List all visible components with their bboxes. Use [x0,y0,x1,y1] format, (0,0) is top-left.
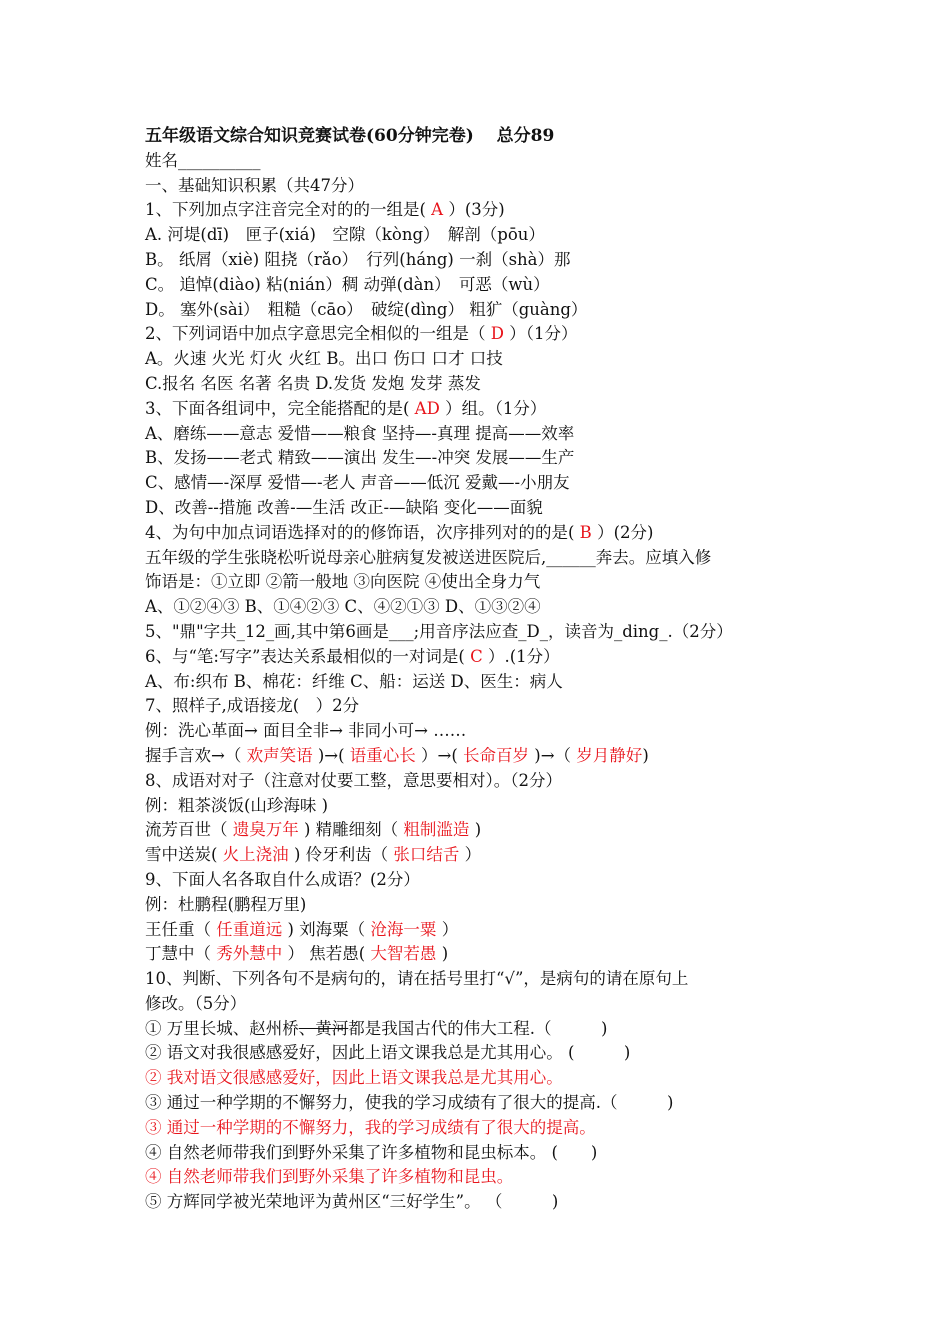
question-4 [145,521,825,546]
question-9: 9、下面人名各取自什么成语？(2分） [145,869,420,889]
question-2 [145,322,825,347]
q6-points: ）.(1分） [488,646,560,666]
question-1 [145,198,825,223]
q7-example: 例：洗心革面→ 面目全非→ 非同小可→ …… [145,721,467,741]
sentence-1-start: ① 万里长城、赵州桥 [145,1018,299,1038]
q2-options-cd: C.报名 名医 名著 名贵 D.发货 发炮 发芽 蒸发 [145,373,481,393]
q7-answer-2: 语重心长 [344,745,422,765]
q7-arrow-2: ）→( [421,745,458,765]
q8-example: 例：粗茶淡饭(山珍海味 ) [145,795,329,815]
q8-close-1: ) [474,820,482,840]
q3-option-c: C、感情—-深厚 爱惜—-老人 声音——低沉 爱戴—-小朋友 [145,473,570,493]
q1-option-c: C。 追悼(diào) 粘(nián）稠 动弹(dàn） 可恶（wù） [145,274,550,294]
q7-arrow-1: )→( [317,745,345,765]
q9-line-1 [145,918,825,943]
q9-answer-2: 沧海一粟 [365,919,442,939]
q6-stem: 6、与“笔:写字”表达关系最相似的一对词是( [145,646,465,666]
q1-option-b: B。 纸屑（xiè) 阻挠（rǎo） 行列(háng) 一刹（shà）那 [145,249,571,269]
q3-option-b: B、发扬——老式 精致——演出 发生—-冲突 发展——生产 [145,448,575,468]
sentence-1-deleted: 、黄河 [298,1018,349,1038]
q3-stem: 3、下面各组词中，完全能搭配的是( [145,398,410,418]
q8-prompt-1: 流芳百世（ [145,820,228,840]
question-3 [145,397,825,422]
q8-close-2: ） [464,845,482,865]
q4-options: A、①②④③ B、①④②③ C、④②①③ D、①③②④ [145,597,541,617]
section-heading: 一、基础知识积累（共47分） [145,175,364,195]
q7-arrow-3: )→（ [534,745,572,765]
q7-answer-1: 欢声笑语 [241,745,318,765]
sentence-2: ② 语文对我很感感爱好，因此上语文课我总是尤其用心。 ( ) [145,1043,631,1063]
q3-answer: AD [409,398,446,418]
question-7: 7、照样子,成语接龙( ）2分 [145,696,360,716]
q3-option-d: D、改善--措施 改善-—生活 改正-—缺陷 变化——面貌 [145,497,543,517]
sentence-1 [145,1017,825,1042]
q3-points: ）组。（1分） [445,398,547,418]
q4-answer: B [574,522,598,542]
q9-prompt-3: 丁慧中（ [145,944,211,964]
q2-answer: D [485,324,510,344]
sentence-5: ⑤ 方辉同学被光荣地评为黄州区“三好学生”。 （ ) [145,1192,559,1212]
q7-end: ) [642,745,649,765]
sentence-4-correction: ④ 自然老师带我们到野外采集了许多植物和昆虫。 [145,1167,514,1187]
name-label: 姓名 [145,150,178,170]
q8-answer-4: 张口结舌 [388,845,465,865]
q7-answer-line [145,744,825,769]
q9-close-1: ） [441,919,459,939]
q1-option-a: A. 河堤(dī) 匣子(xiá) 空隙（kòng） 解剖（pōu） [145,225,545,245]
sentence-4: ④ 自然老师带我们到野外采集了许多植物和昆虫标本。 ( ) [145,1142,598,1162]
q2-options-ab: A。火速 火光 灯火 火红 B。出口 伤口 口才 口技 [145,349,503,369]
q7-answer-4: 岁月静好 [571,745,643,765]
q1-points: ）(3分) [448,200,505,220]
q4-stem: 4、为句中加点词语选择对的的修饰语，次序排列对的的是( [145,522,575,542]
q2-points: ）（1分） [509,324,578,344]
q4-points: ）(2分) [597,522,654,542]
question-8: 8、成语对对子（注意对仗要工整，意思要相对）。（2分） [145,770,562,790]
q7-start: 握手言欢→（ [145,745,242,765]
question-6 [145,645,825,670]
sentence-3: ③ 通过一种学期的不懈努力，使我的学习成绩有了很大的提高.（ ) [145,1093,674,1113]
q4-sentence-1: 五年级的学生张晓松听说母亲心脏病复发被送进医院后,______奔去。应填入修 [145,547,712,567]
question-10: 10、判断、下列各句不是病句的，请在括号里打“√”，是病句的请在原句上 [145,969,689,989]
q8-prompt-3: 雪中送炭( [145,845,218,865]
q6-answer: C [464,646,488,666]
q9-prompt-2: ) 刘海粟（ [287,919,366,939]
q8-line-2 [145,843,825,868]
q1-answer: A [425,200,449,220]
q2-stem: 2、下列词语中加点字意思完全相似的一组是（ [145,324,486,344]
q4-sentence-2: 饰语是：①立即 ②箭一般地 ③向医院 ④使出全身力气 [145,572,541,592]
q7-answer-3: 长命百岁 [457,745,535,765]
q9-close-2: ) [441,944,449,964]
q8-prompt-2: ) 精雕细刻（ [304,820,399,840]
q1-option-d: D。 塞外(sài） 粗糙（cāo） 破绽(dìng） 粗犷（guàng） [145,299,588,319]
q8-answer-2: 粗制滥造 [398,820,475,840]
q9-example: 例：杜鹏程(鹏程万里) [145,894,307,914]
exam-title: 五年级语文综合知识竞赛试卷(60分钟完卷) 总分89 [145,126,555,146]
sentence-3-correction: ③ 通过一种学期的不懈努力，我的学习成绩有了很大的提高。 [145,1117,596,1137]
q9-line-2 [145,942,825,967]
q6-options: A、布:织布 B、棉花：纤维 C、船：运送 D、医生：病人 [145,671,563,691]
exam-paper [145,124,825,1215]
sentence-1-end: 都是我国古代的伟大工程.（ ) [348,1018,608,1038]
q9-answer-3: 秀外慧中 [211,944,288,964]
question-5: 5、"鼎"字共_12_画,其中第6画是___;用音序法应查_D_，读音为_ding_.（2分） [145,621,733,641]
q8-answer-1: 遗臭万年 [227,820,304,840]
q9-prompt-4: ） 焦若愚( [287,944,366,964]
q8-line-1 [145,818,825,843]
q1-stem: 1、下列加点字注音完全对的的一组是( [145,200,426,220]
name-line [145,149,825,174]
q8-answer-3: 火上浇油 [217,845,294,865]
q9-answer-1: 任重道远 [211,919,288,939]
sentence-2-correction: ② 我对语文很感感爱好，因此上语文课我总是尤其用心。 [145,1068,563,1088]
q8-prompt-4: ) 伶牙利齿（ [293,845,389,865]
q9-prompt-1: 王任重（ [145,919,211,939]
q3-option-a: A、磨练——意志 爱惜——粮食 坚持—-真理 提高——效率 [145,423,575,443]
q9-answer-4: 大智若愚 [365,944,442,964]
question-10-cont: 修改。（5分） [145,993,247,1013]
name-blank: __________ [178,150,261,170]
